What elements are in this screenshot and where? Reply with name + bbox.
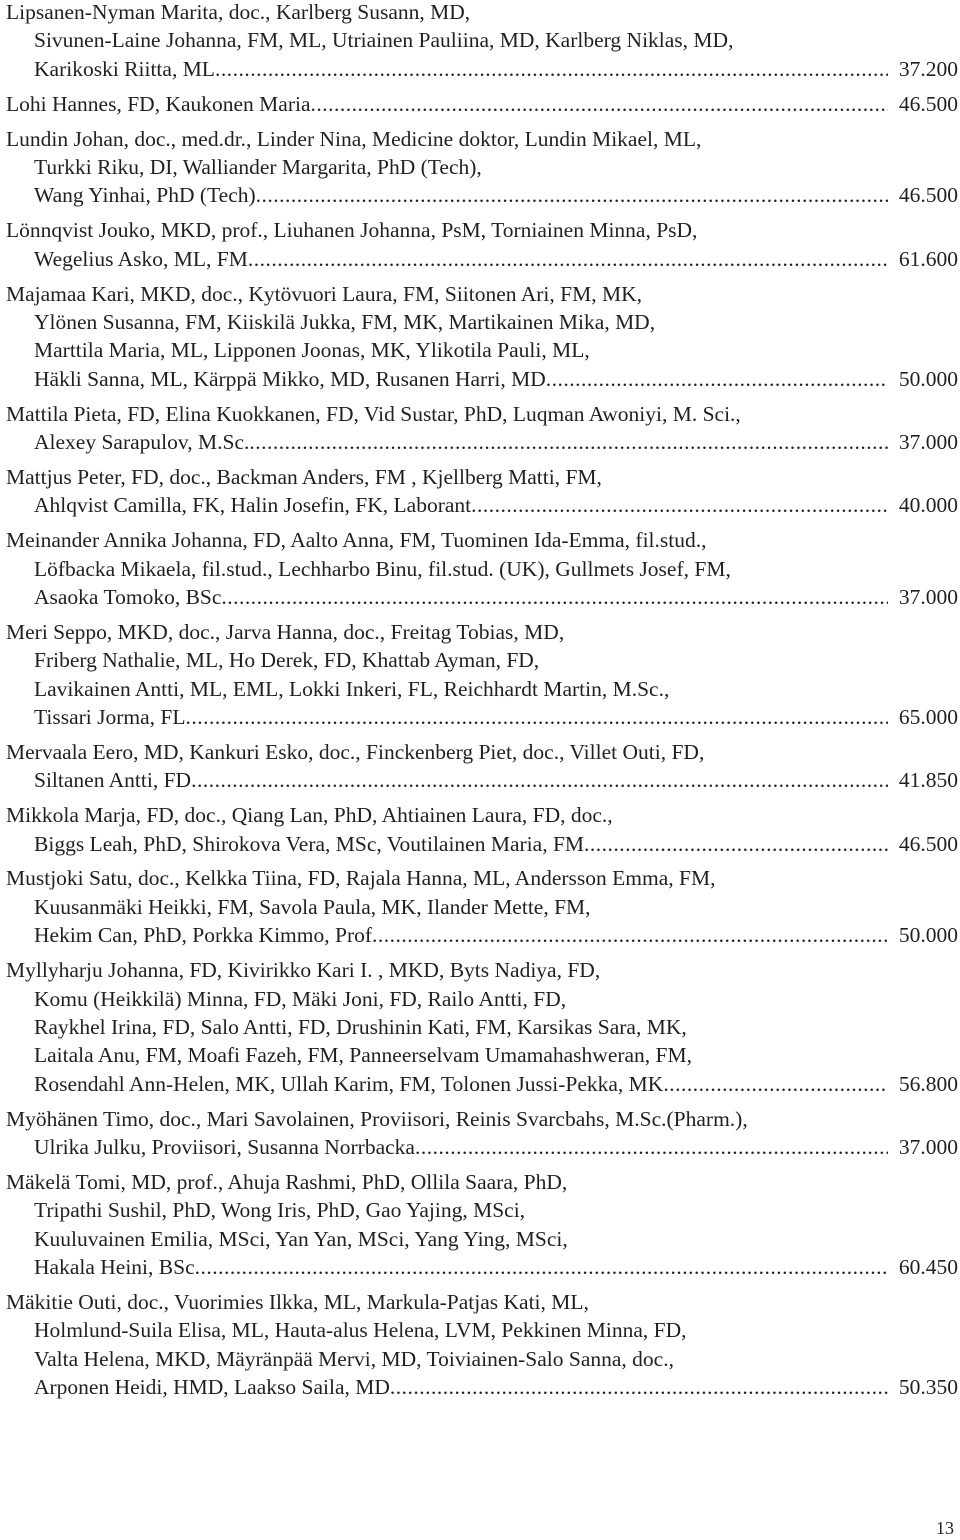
dot-leader [584,830,888,858]
grant-entry [6,463,958,520]
recipient-names: Ahlqvist Camilla, FK, Halin Josefin, FK, Laborant [34,493,472,518]
grant-amount: 65.000 [898,704,958,729]
grant-amount: 37.000 [898,429,958,454]
entry-last-line [6,583,958,611]
grant-amount: 50.350 [898,1375,958,1400]
entry-last-line [6,428,958,456]
entry-line: Valta Helena, MKD, Mäyränpää Mervi, MD, Toiviainen-Salo Sanna, doc., [34,1346,674,1371]
recipient-names: Hekim Can, PhD, Porkka Kimmo, Prof [34,923,373,948]
entry-line: Myllyharju Johanna, FD, Kivirikko Kari I. , MKD, Byts Nadiya, FD, [6,958,601,983]
grant-entry [6,864,958,949]
recipient-names: Biggs Leah, PhD, Shirokova Vera, MSc, Voutilainen Maria, FM [34,831,585,856]
recipient-names: Asaoka Tomoko, BSc [34,584,222,609]
grant-amount: 56.800 [898,1071,958,1096]
entry-last-line [6,766,958,794]
entry-last-line [6,1070,958,1098]
dot-leader [248,245,888,273]
entry-line: Komu (Heikkilä) Minna, FD, Mäki Joni, FD, Railo Antti, FD, [34,986,567,1011]
dot-leader [415,1133,888,1161]
entry-line: Mervaala Eero, MD, Kankuri Esko, doc., Finckenberg Piet, doc., Villet Outi, FD, [6,739,705,764]
grant-amount: 61.600 [898,246,958,271]
grant-amount: 46.500 [898,831,958,856]
grant-entry [6,801,958,858]
grant-entry [6,216,958,273]
entry-line: Mustjoki Satu, doc., Kelkka Tiina, FD, Rajala Hanna, ML, Andersson Emma, FM, [6,866,716,891]
entry-last-line [6,55,958,83]
recipient-names: Karikoski Riitta, ML [34,56,215,81]
grant-list [6,0,958,1408]
entry-line: Mikkola Marja, FD, doc., Qiang Lan, PhD, Ahtiainen Laura, FD, doc., [6,803,613,828]
entry-last-line [6,181,958,209]
entry-line: Ylönen Susanna, FM, Kiiskilä Jukka, FM, MK, Martikainen Mika, MD, [34,309,656,334]
entry-line: Friberg Nathalie, ML, Ho Derek, FD, Khattab Ayman, FD, [34,648,540,673]
entry-line: Mäkitie Outi, doc., Vuorimies Ilkka, ML, Markula-Patjas Kati, ML, [6,1289,589,1314]
entry-last-line [6,703,958,731]
entry-line: Lipsanen-Nyman Marita, doc., Karlberg Susann, MD, [6,0,471,24]
dot-leader [256,181,888,209]
grant-amount: 37.200 [898,56,958,81]
dot-leader [215,55,888,83]
dot-leader [663,1070,888,1098]
dot-leader [390,1373,888,1401]
entry-line: Majamaa Kari, MKD, doc., Kytövuori Laura, FM, Siitonen Ari, FM, MK, [6,281,642,306]
entry-last-line [6,245,958,273]
grant-entry [6,956,958,1098]
entry-last-line [6,830,958,858]
dot-leader [221,583,888,611]
grant-amount: 46.500 [898,91,958,116]
grant-entry [6,125,958,210]
entry-line: Lavikainen Antti, ML, EML, Lokki Inkeri, FL, Reichhardt Martin, M.Sc., [34,676,670,701]
grant-entry [6,90,958,118]
entry-line: Tripathi Sushil, PhD, Wong Iris, PhD, Gao Yajing, MSci, [34,1198,526,1223]
grant-amount: 41.850 [898,768,958,793]
grant-amount: 46.500 [898,183,958,208]
entry-line: Mäkelä Tomi, MD, prof., Ahuja Rashmi, PhD, Ollila Saara, PhD, [6,1169,568,1194]
dot-leader [372,921,888,949]
dot-leader [311,90,888,118]
recipient-names: Alexey Sarapulov, M.Sc. [34,429,250,454]
grant-amount: 50.000 [898,366,958,391]
entry-line: Raykhel Irina, FD, Salo Antti, FD, Drushinin Kati, FM, Karsikas Sara, MK, [34,1014,687,1039]
grant-entry [6,280,958,394]
entry-last-line [6,1133,958,1161]
entry-last-line [6,365,958,393]
entry-line: Mattila Pieta, FD, Elina Kuokkanen, FD, Vid Sustar, PhD, Luqman Awoniyi, M. Sci., [6,401,741,426]
entry-line: Sivunen-Laine Johanna, FM, ML, Utriainen Pauliina, MD, Karlberg Niklas, MD, [34,28,734,53]
entry-line: Myöhänen Timo, doc., Mari Savolainen, Proviisori, Reinis Svarcbahs, M.Sc.(Pharm.), [6,1106,748,1131]
dot-leader [186,703,888,731]
grant-amount: 37.000 [898,584,958,609]
entry-line: Turkki Riku, DI, Walliander Margarita, PhD (Tech), [34,154,482,179]
entry-line: Löfbacka Mikaela, fil.stud., Lechharbo Binu, fil.stud. (UK), Gullmets Josef, FM, [34,556,731,581]
entry-line: Laitala Anu, FM, Moafi Fazeh, FM, Panneerselvam Umamahashweran, FM, [34,1043,693,1068]
entry-line: Kuuluvainen Emilia, MSci, Yan Yan, MSci, Yang Ying, MSci, [34,1226,568,1251]
grant-entry [6,526,958,611]
entry-last-line [6,1253,958,1281]
page-number: 13 [936,1518,954,1538]
entry-line: Kuusanmäki Heikki, FM, Savola Paula, MK, Ilander Mette, FM, [34,894,591,919]
grant-amount: 37.000 [898,1134,958,1159]
entry-line: Holmlund-Suila Elisa, ML, Hauta-alus Helena, LVM, Pekkinen Minna, FD, [34,1318,687,1343]
dot-leader [471,491,888,519]
entry-line: Meri Seppo, MKD, doc., Jarva Hanna, doc., Freitag Tobias, MD, [6,619,565,644]
grant-amount: 60.450 [898,1255,958,1280]
grant-amount: 50.000 [898,923,958,948]
dot-leader [249,428,888,456]
recipient-names: Wegelius Asko, ML, FM [34,246,248,271]
recipient-names: Siltanen Antti, FD [34,768,192,793]
recipient-names: Rosendahl Ann-Helen, MK, Ullah Karim, FM, Tolonen Jussi-Pekka, MK [34,1071,664,1096]
entry-line: Meinander Annika Johanna, FD, Aalto Anna, FM, Tuominen Ida-Emma, fil.stud., [6,528,707,553]
recipient-names: Ulrika Julku, Proviisori, Susanna Norrbacka [34,1134,415,1159]
grant-entry [6,1288,958,1402]
recipient-names: Tissari Jorma, FL [34,704,186,729]
grant-entry [6,0,958,83]
recipient-names: Wang Yinhai, PhD (Tech) [34,183,256,208]
recipient-names: Hakala Heini, BSc [34,1255,195,1280]
entry-last-line [6,491,958,519]
recipient-names: Häkli Sanna, ML, Kärppä Mikko, MD, Rusanen Harri, MD [34,366,546,391]
grant-entry [6,1105,958,1162]
grant-entry [6,738,958,795]
dot-leader [195,1253,888,1281]
grant-entry [6,400,958,457]
entry-line: Mattjus Peter, FD, doc., Backman Anders, FM , Kjellberg Matti, FM, [6,464,602,489]
entry-line: Marttila Maria, ML, Lipponen Joonas, MK, Ylikotila Pauli, ML, [34,338,590,363]
dot-leader [191,766,888,794]
dot-leader [546,365,888,393]
entry-line: Lundin Johan, doc., med.dr., Linder Nina, Medicine doktor, Lundin Mikael, ML, [6,126,702,151]
entry-last-line [6,90,958,118]
grant-entry [6,618,958,732]
entry-last-line [6,921,958,949]
recipient-names: Lohi Hannes, FD, Kaukonen Maria [6,91,311,116]
grant-amount: 40.000 [898,493,958,518]
entry-line: Lönnqvist Jouko, MKD, prof., Liuhanen Johanna, PsM, Torniainen Minna, PsD, [6,218,698,243]
recipient-names: Arponen Heidi, HMD, Laakso Saila, MD [34,1375,390,1400]
grant-entry [6,1168,958,1282]
entry-last-line [6,1373,958,1401]
